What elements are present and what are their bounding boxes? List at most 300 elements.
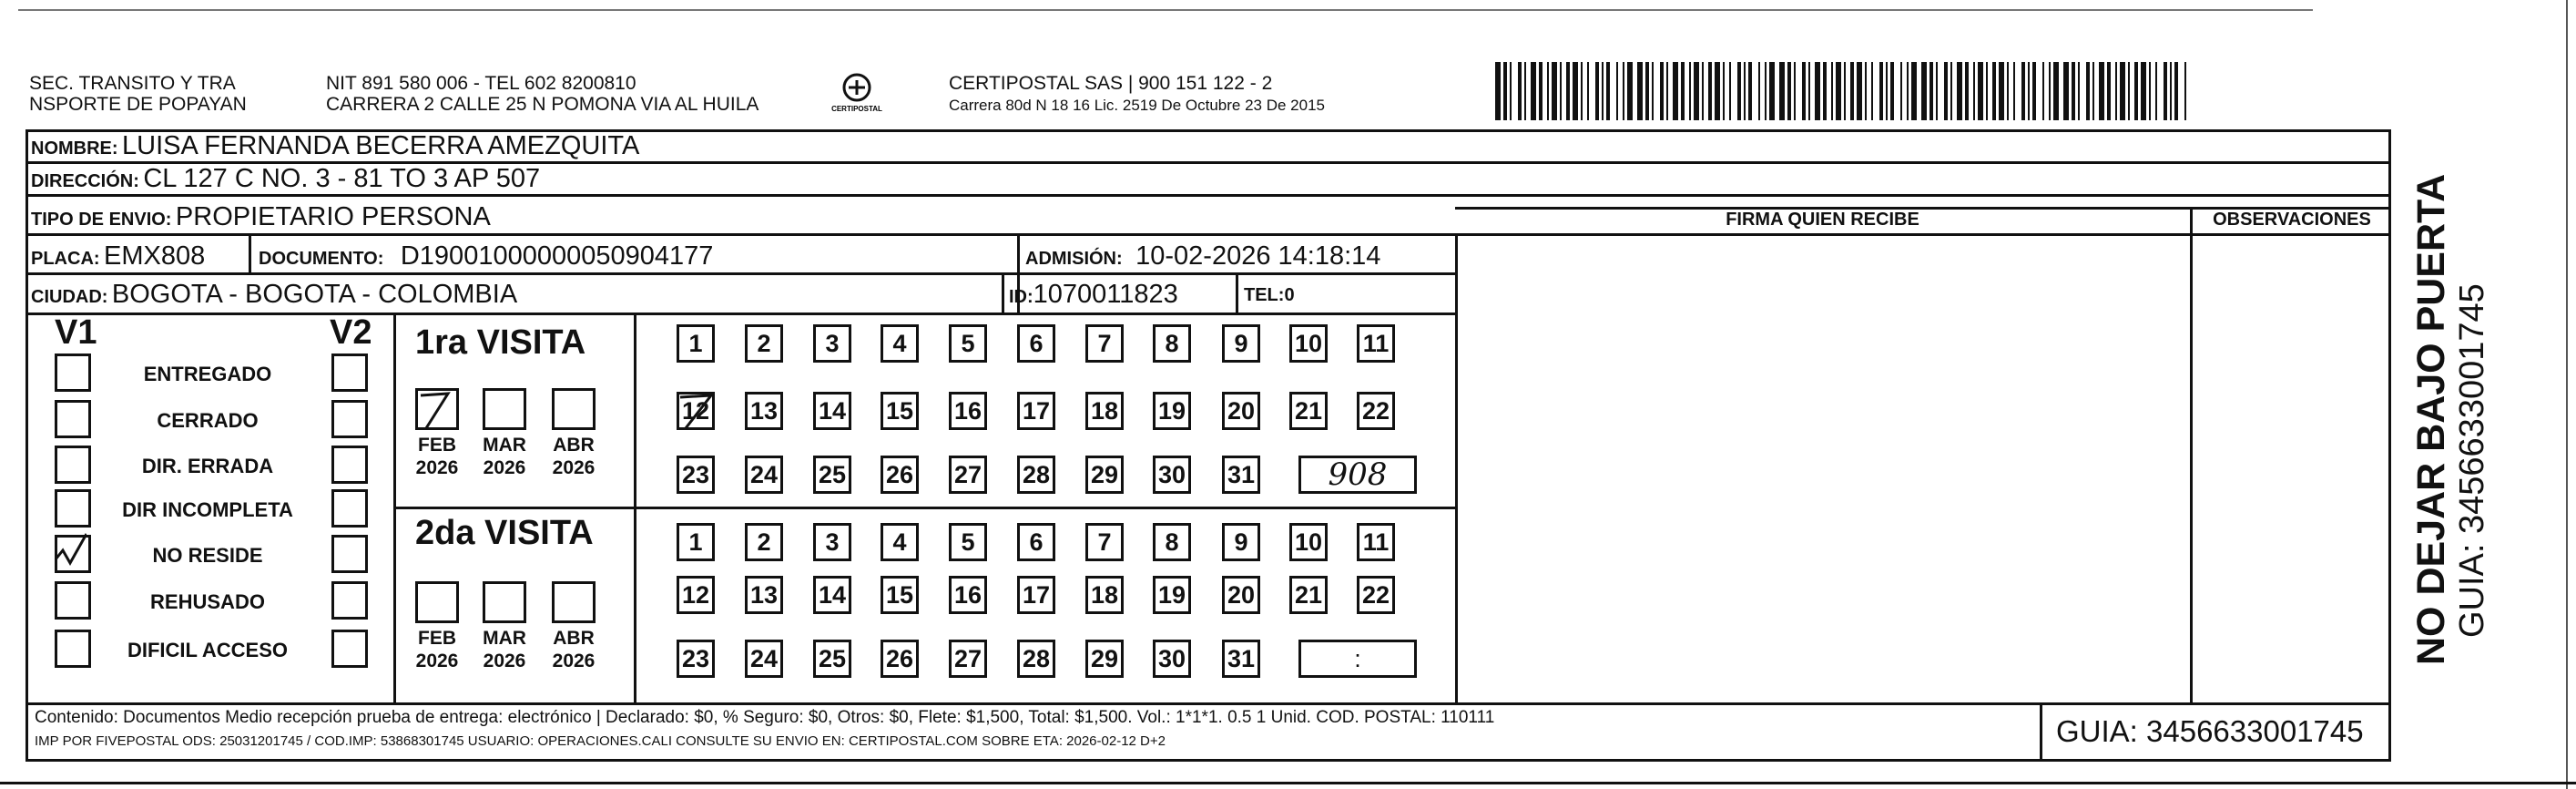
id-value: 1070011823 [1033,280,1178,309]
day-box[interactable] [1017,324,1055,363]
barcode-bar [2032,62,2036,120]
barcode-bar [1950,62,1952,120]
barcode-bar [2155,62,2157,120]
month-checkbox[interactable] [415,581,459,623]
nombre-label: NOMBRE: [31,138,118,159]
day-box[interactable] [1153,576,1191,614]
month-name: MAR [483,435,526,456]
day-box[interactable] [1085,640,1124,678]
day-box[interactable] [881,640,919,678]
nit-block [326,73,759,115]
nit-line: NIT 891 580 006 - TEL 602 8200810 [326,73,636,94]
tipo-label: TIPO DE ENVIO: [31,210,172,230]
day-box[interactable] [677,456,715,494]
day-box[interactable] [1222,456,1260,494]
day-number: 15 [885,581,914,609]
day-number: 24 [749,645,779,672]
month-year: 2026 [552,651,596,671]
barcode-bar [1715,62,1720,120]
placa-value: EMX808 [104,241,206,271]
day-box[interactable] [1017,392,1055,430]
col-obs-left [2190,207,2193,702]
day-number: 29 [1090,461,1119,488]
day-number: 31 [1227,461,1256,488]
day-number: 7 [1097,528,1112,556]
tipo-value: PROPIETARIO PERSONA [175,202,491,231]
month-year: 2026 [483,651,526,671]
direccion-label: DIRECCIÓN: [31,171,139,191]
admision-value: 10-02-2026 14:18:14 [1135,241,1381,271]
id-divider [1002,272,1004,313]
barcode-bar [1758,62,1760,120]
side-text [2409,174,2491,665]
day-box[interactable] [1289,576,1328,614]
barcode-bar [1865,62,1867,120]
barcode-bar [2053,62,2059,120]
v2-checkbox[interactable] [331,581,368,620]
courier-block [949,73,1325,115]
visit2-title: 2da VISITA [415,514,594,552]
status-label: DIFICIL ACCESO [127,639,288,661]
day-box[interactable] [1222,523,1260,561]
day-box[interactable] [949,392,987,430]
direccion-value: CL 127 C NO. 3 - 81 TO 3 AP 507 [143,164,541,193]
day-number: 12 [681,397,710,425]
day-box[interactable] [745,523,783,561]
v1-checkbox[interactable] [55,400,91,438]
row-line-2 [25,194,2391,197]
day-box[interactable] [1222,576,1260,614]
day-number: 7 [1097,330,1112,357]
documento-value: D19001000000050904177 [400,241,714,271]
tel-cell [1244,285,1295,306]
day-box[interactable] [881,576,919,614]
day-box[interactable] [1222,392,1260,430]
barcode-bar [1921,62,1927,120]
nombre-row [31,131,639,161]
barcode-bar [1627,62,1633,120]
barcode-bar [1973,62,1975,120]
footer-line2: IMP POR FIVEPOSTAL ODS: 25031201745 / COD.IMP: 53868301745 USUARIO: OPERACIONES.CALI CONSULTE SU ENVIO EN: CERTIPOSTAL.COM SOBRE ETA: 2026-02-12 D+2 [35,733,1166,749]
time-value: 908 [1328,456,1388,493]
barcode-bar [1652,62,1654,120]
barcode-bar [1787,62,1791,120]
barcode-bar [2164,62,2167,120]
barcode-bar [1595,62,1599,120]
day-box[interactable] [881,392,919,430]
barcode-bar [1879,62,1883,120]
barcode-bar [1495,62,1501,120]
day-number: 9 [1234,330,1248,357]
time-box[interactable] [1298,640,1417,678]
barcode-bar [1539,62,1543,120]
day-number: 2 [757,330,771,357]
v2-checkbox[interactable] [331,535,368,573]
day-number: 17 [1022,397,1051,425]
barcode [1493,62,2194,120]
day-box[interactable] [1153,640,1191,678]
barcode-bar [1857,62,1862,120]
time-box[interactable] [1298,456,1417,494]
barcode-bar [1823,62,1827,120]
barcode-bar [2174,62,2178,120]
barcode-bar [1694,62,1699,120]
address-line: CARRERA 2 CALLE 25 N POMONA VIA AL HUILA [326,94,759,115]
bottom-edge-line [0,782,2576,784]
day-box[interactable] [1289,324,1328,363]
v2-checkbox[interactable] [331,489,368,528]
id-cell [1009,280,1178,310]
barcode-bar [1581,62,1583,120]
day-number: 20 [1227,397,1256,425]
day-box[interactable] [1085,523,1124,561]
barcode-bar [1871,62,1873,120]
month-label [474,627,535,672]
v2-checkbox[interactable] [331,446,368,484]
day-box[interactable] [813,523,851,561]
barcode-bar [2115,62,2117,120]
id-label: ID: [1009,287,1033,307]
month-label [544,627,604,672]
barcode-bar [1978,62,1983,120]
day-box[interactable] [1357,324,1395,363]
day-box[interactable] [1085,576,1124,614]
barcode-bar [1802,62,1806,120]
barcode-bar [1957,62,1962,120]
day-box[interactable] [1153,523,1191,561]
day-number: 19 [1157,581,1186,609]
barcode-bar [1689,62,1691,120]
barcode-bar [1518,62,1522,120]
footer-guia: GUIA: 3456633001745 [2056,714,2364,748]
v1-checkbox[interactable] [55,535,91,573]
barcode-icon [1493,62,2194,120]
month-year: 2026 [552,457,596,478]
barcode-bar [1844,62,1846,120]
status-label: DIR. ERRADA [141,455,274,477]
day-box[interactable] [1153,456,1191,494]
ciudad-cell [31,280,517,310]
time-value: : [1354,645,1361,672]
month-name: ABR [553,628,595,649]
day-box[interactable] [813,392,851,430]
day-box[interactable] [881,324,919,363]
barcode-bar [1524,62,1526,120]
day-number: 13 [749,581,779,609]
barcode-bar [1547,62,1549,120]
day-box[interactable] [949,640,987,678]
day-number: 11 [1362,528,1390,556]
barcode-bar [2141,62,2146,120]
barcode-bar [1587,62,1589,120]
placa-divider [249,233,251,272]
tel-divider [1236,272,1238,313]
day-number: 28 [1022,645,1051,672]
month-checkbox[interactable] [552,388,596,430]
placa-label: PLACA: [31,249,100,269]
observaciones-header: OBSERVACIONES [2213,210,2371,230]
day-number: 6 [1029,528,1044,556]
tipo-row [31,202,491,232]
barcode-bar [1907,62,1909,120]
documento-cell [259,241,713,272]
barcode-bar [1560,62,1562,120]
day-number: 2 [757,528,771,556]
month-name: MAR [483,628,526,649]
barcode-bar [1886,62,1888,120]
day-number: 16 [953,397,983,425]
footer-line1: Contenido: Documentos Medio recepción prueba de entrega: electrónico | Declarado: $0, % Seguro: $0, Otros: $0, Flete: $1,500, Total: $1,500. Vol.: 1*1*1. 0.5 1 Unid. COD. POSTAL: 110111 [35,708,1495,727]
v1-checkbox[interactable] [55,581,91,620]
v1-checkbox[interactable] [55,630,91,668]
day-number: 9 [1234,528,1248,556]
day-number: 16 [953,581,983,609]
sender-line2: NSPORTE DE POPAYAN [29,94,247,115]
barcode-bar [2099,62,2104,120]
barcode-bar [1566,62,1570,120]
barcode-bar [2092,62,2094,120]
day-box[interactable] [677,392,715,430]
barcode-bar [2107,62,2111,120]
day-box[interactable] [1017,523,1055,561]
barcode-bar [1708,62,1712,120]
v1-checkbox[interactable] [55,354,91,392]
logo-text: CERTIPOSTAL [831,105,882,113]
barcode-bar [1616,62,1618,120]
day-box[interactable] [745,576,783,614]
day-box[interactable] [1289,523,1328,561]
day-box[interactable] [1153,324,1191,363]
day-box[interactable] [1085,324,1124,363]
sender-block [29,73,247,115]
tel-label: TEL: [1244,285,1285,305]
barcode-bar [2128,62,2130,120]
day-box[interactable] [1357,392,1395,430]
barcode-bar [1900,62,1902,120]
footer-line [25,702,2391,705]
day-box[interactable] [1222,324,1260,363]
barcode-bar [2086,62,2090,120]
barcode-bar [1815,62,1820,120]
day-box[interactable] [745,456,783,494]
barcode-bar [1836,62,1841,120]
day-box[interactable] [1017,576,1055,614]
day-number: 21 [1294,581,1323,609]
barcode-bar [1602,62,1604,120]
month-label [474,434,535,479]
day-number: 25 [818,461,847,488]
v2-checkbox[interactable] [331,400,368,438]
barcode-bar [1666,62,1668,120]
day-box[interactable] [1357,523,1395,561]
barcode-bar [1779,62,1785,120]
day-number: 10 [1294,330,1323,357]
visit1-title: 1ra VISITA [415,323,586,362]
day-number: 8 [1165,330,1179,357]
barcode-bar [2134,62,2138,120]
day-box[interactable] [1017,640,1055,678]
barcode-bar [1702,62,1704,120]
check-mark-icon [50,532,87,570]
day-number: 3 [825,528,840,556]
day-box[interactable] [1357,576,1395,614]
day-number: 3 [825,330,840,357]
day-number: 6 [1029,330,1044,357]
barcode-bar [1637,62,1643,120]
status-label: ENTREGADO [143,363,272,385]
day-number: 27 [953,461,983,488]
courier-line1: CERTIPOSTAL SAS | 900 151 122 - 2 [949,73,1273,94]
check-mark-icon [415,388,459,430]
v1-checkbox[interactable] [55,446,91,484]
footer-guia-divider [2040,702,2042,762]
day-box[interactable] [677,640,715,678]
day-box[interactable] [813,324,851,363]
month-checkbox[interactable] [552,581,596,623]
month-year: 2026 [415,457,459,478]
nombre-value: LUISA FERNANDA BECERRA AMEZQUITA [122,131,640,160]
day-number: 5 [961,330,975,357]
barcode-bar [1723,62,1725,120]
day-number: 28 [1022,461,1051,488]
day-number: 30 [1157,461,1186,488]
top-edge-line [18,9,2313,11]
barcode-bar [1744,62,1746,120]
ciudad-label: CIUDAD: [31,287,108,307]
day-box[interactable] [677,523,715,561]
courier-line2: Carrera 80d N 18 16 Lic. 2519 De Octubre 23 De 2015 [949,97,1325,114]
barcode-bar [2028,62,2030,120]
day-number: 29 [1090,645,1119,672]
barcode-bar [1944,62,1948,120]
barcode-bar [1623,62,1624,120]
v1-checkbox[interactable] [55,489,91,528]
day-number: 1 [688,528,703,556]
day-box[interactable] [949,576,987,614]
day-box[interactable] [813,456,851,494]
day-box[interactable] [1017,456,1055,494]
barcode-bar [1660,62,1664,120]
day-box[interactable] [1289,392,1328,430]
month-checkbox[interactable] [415,388,459,430]
right-edge-line [2566,0,2568,789]
barcode-bar [1673,62,1678,120]
v2-checkbox[interactable] [331,354,368,392]
row-line-4 [25,272,1455,275]
day-box[interactable] [745,640,783,678]
barcode-bar [2184,62,2186,120]
month-checkbox[interactable] [483,581,526,623]
barcode-bar [2049,62,2051,120]
barcode-bar [1606,62,1610,120]
month-year: 2026 [415,651,459,671]
day-box[interactable] [1153,392,1191,430]
barcode-bar [2007,62,2009,120]
month-name: ABR [553,435,595,456]
visit-divider [393,507,1455,509]
barcode-bar [2170,62,2172,120]
day-number: 4 [892,330,907,357]
barcode-bar [2063,62,2069,120]
side-line2: GUIA: 3456633001745 [2453,283,2491,638]
barcode-bar [2042,62,2044,120]
barcode-bar [1737,62,1741,120]
documento-label: DOCUMENTO: [259,249,384,269]
status-label: NO RESIDE [152,544,263,567]
day-number: 30 [1157,645,1186,672]
day-box[interactable] [1085,392,1124,430]
month-checkbox[interactable] [483,388,526,430]
barcode-bar [2021,62,2025,120]
month-label [407,627,467,672]
barcode-bar [1510,62,1512,120]
barcode-bar [1808,62,1810,120]
barcode-bar [1645,62,1649,120]
day-box[interactable] [745,392,783,430]
day-box[interactable] [813,640,851,678]
barcode-bar [2078,62,2080,120]
day-number: 23 [681,461,710,488]
day-box[interactable] [1222,640,1260,678]
day-box[interactable] [881,523,919,561]
placa-cell [31,241,205,272]
day-box[interactable] [813,576,851,614]
day-box[interactable] [677,576,715,614]
barcode-bar [1765,62,1767,120]
certipostal-logo-icon [830,67,883,120]
barcode-bar [1992,62,1996,120]
barcode-bar [1936,62,1938,120]
side-line1: NO DEJAR BAJO PUERTA [2409,173,2453,665]
row-line-3 [25,233,2391,236]
day-box[interactable] [949,456,987,494]
day-number: 17 [1022,581,1051,609]
barcode-bar [2013,62,2015,120]
barcode-bar [2072,62,2075,120]
day-box[interactable] [881,456,919,494]
day-number: 23 [681,645,710,672]
day-box[interactable] [949,523,987,561]
day-number: 24 [749,461,779,488]
admision-label: ADMISIÓN: [1025,249,1123,269]
day-number: 12 [681,581,710,609]
barcode-bar [1999,62,2004,120]
day-number: 21 [1294,397,1323,425]
barcode-bar [1965,62,1969,120]
firma-header: FIRMA QUIEN RECIBE [1726,210,1919,230]
barcode-bar [1911,62,1917,120]
day-number: 31 [1227,645,1256,672]
day-box[interactable] [677,324,715,363]
day-number: 13 [749,397,779,425]
month-name: FEB [418,628,456,649]
day-number: 26 [885,461,914,488]
row-line-5 [25,313,1455,315]
day-number: 14 [818,581,847,609]
day-box[interactable] [949,324,987,363]
barcode-bar [1573,62,1578,120]
day-box[interactable] [745,324,783,363]
day-box[interactable] [1085,456,1124,494]
v2-checkbox[interactable] [331,630,368,668]
day-number: 22 [1361,397,1390,425]
month-name: FEB [418,435,456,456]
day-number: 15 [885,397,914,425]
barcode-bar [1831,62,1833,120]
day-number: 11 [1362,330,1390,357]
month-year: 2026 [483,457,526,478]
tel-value: 0 [1284,285,1295,305]
